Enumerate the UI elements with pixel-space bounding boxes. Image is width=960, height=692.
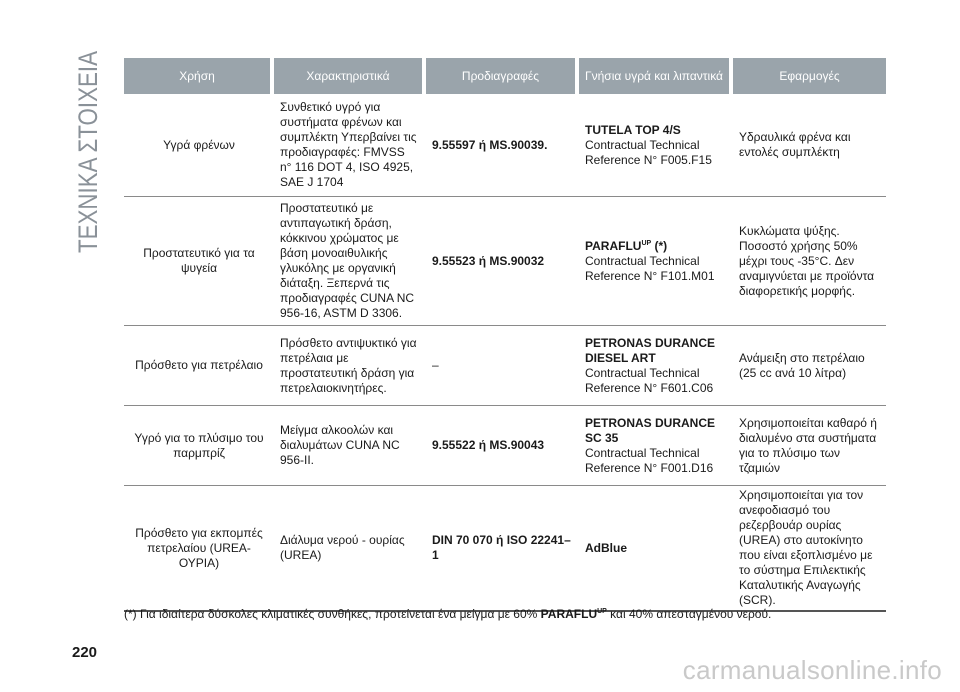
footnote-brand-superscript: UP — [597, 608, 607, 615]
table-header-row — [124, 58, 886, 94]
fluid-name — [585, 239, 725, 254]
cell-applications: Κυκλώματα ψύξης. Ποσοστό χρήσης 50% μέχρι τους -35°C. Δεν αναμιγνύεται με προϊόντα διαφορετικής μορφής. — [731, 197, 886, 326]
fluid-line-1: Contractual Technical — [585, 137, 700, 152]
cell-use: Υγρά φρένων — [124, 94, 272, 197]
table-row — [124, 94, 886, 197]
fluid-name-text: PETRONAS DURANCE SC 35 — [585, 415, 716, 445]
side-section-title-text: ΤΕΧΝΙΚΑ ΣΤΟΙΧΕΙΑ — [73, 48, 102, 253]
side-section-title — [72, 48, 102, 258]
cell-applications: Υδραυλικά φρένα και εντολές συμπλέκτη — [731, 94, 886, 197]
fluid-name — [585, 416, 725, 446]
side-section-title-svg — [72, 48, 102, 258]
cell-applications: Χρησιμοποιείται καθαρό ή διαλυμένο στα συστήματα για το πλύσιμο των τζαμιών — [731, 406, 886, 486]
fluid-line-2: Reference N° F005.F15 — [585, 152, 712, 167]
cell-characteristics: Μείγμα αλκοολών και διαλυμάτων CUNA NC 956-II. — [272, 406, 424, 486]
cell-use: Υγρό για το πλύσιμο του παρμπρίζ — [124, 406, 272, 486]
fluid-name — [585, 336, 725, 366]
cell-spec: 9.55597 ή MS.90039. — [424, 94, 577, 197]
cell-characteristics: Προστατευτικό με αντιπαγωτική δράση, κόκκινου χρώματος με βάση μονοαιθυλικής γλυκόλης με οργανική διάταξη. Ξεπερνά τις προδιαγραφές CUNA NC 956-16, ASTM D 3306. — [272, 197, 424, 326]
footnote-text-before: (*) Για ιδιαίτερα δύσκολες κλιματικές συνθήκες, προτείνεται ένα μείγμα με 60% — [124, 607, 541, 621]
watermark-text: carmanualsonline.info — [682, 655, 942, 685]
cell-spec: 9.55522 ή MS.90043 — [424, 406, 577, 486]
fluid-name — [585, 123, 725, 138]
cell-fluid — [577, 197, 731, 326]
fluid-name-text: TUTELA TOP 4/S — [585, 122, 681, 137]
fluid-name-footnote-mark: (*) — [651, 238, 668, 253]
fluid-line-2: Reference N° F101.M01 — [585, 268, 715, 283]
fluids-spec-table — [124, 58, 886, 612]
fluid-name-text: AdBlue — [585, 540, 627, 555]
cell-spec: – — [424, 326, 577, 406]
cell-use: Προστατευτικό για τα ψυγεία — [124, 197, 272, 326]
header-genuine-fluids: Γνήσια υγρά και λιπαντικά — [577, 58, 731, 94]
fluid-line-1: Contractual Technical — [585, 445, 700, 460]
table-row — [124, 406, 886, 486]
cell-applications: Χρησιμοποιείται για τον ανεφοδιασμό του ρεζερβουάρ ουρίας (UREA) στο αυτοκίνητο που είναι εξοπλισμένο με το σύστημα Επιλεκτικής Καταλυτικής Αναγωγής (SCR). — [731, 486, 886, 612]
cell-characteristics: Διάλυμα νερού - ουρίας (UREA) — [272, 486, 424, 612]
table-row — [124, 326, 886, 406]
header-specifications: Προδιαγραφές — [424, 58, 577, 94]
cell-spec: DIN 70 070 ή ISO 22241–1 — [424, 486, 577, 612]
cell-spec: 9.55523 ή MS.90032 — [424, 197, 577, 326]
fluid-name-superscript: UP — [641, 239, 652, 247]
fluid-line-2: Reference N° F601.C06 — [585, 380, 714, 395]
fluid-line-1: Contractual Technical — [585, 365, 700, 380]
cell-fluid — [577, 486, 731, 612]
cell-fluid — [577, 326, 731, 406]
fluid-name-text: PARAFLU — [585, 238, 642, 253]
footnote-text-after: και 40% απεσταγμένου νερού. — [606, 607, 772, 621]
footnote-brand-name: PARAFLU — [540, 607, 598, 621]
cell-use: Πρόσθετο για εκπομπές πετρελαίου (UREA-ΟΥΡΙΑ) — [124, 486, 272, 612]
page-number: 220 — [72, 644, 98, 661]
fluid-name — [585, 541, 725, 556]
cell-characteristics: Συνθετικό υγρό για συστήματα φρένων και συμπλέκτη Υπερβαίνει τις προδιαγραφές: FMVSS n° 116 DOT 4, ISO 4925, SAE J 1704 — [272, 94, 424, 197]
cell-use: Πρόσθετο για πετρέλαιο — [124, 326, 272, 406]
table-row — [124, 197, 886, 326]
fluid-line-1: Contractual Technical — [585, 253, 700, 268]
cell-applications: Ανάμειξη στο πετρέλαιο (25 cc ανά 10 λίτρα) — [731, 326, 886, 406]
cell-fluid — [577, 94, 731, 197]
cell-characteristics: Πρόσθετο αντιψυκτικό για πετρέλαια με προστατευτική δράση για πετρελαιοκινητήρες. — [272, 326, 424, 406]
table-footnote — [124, 607, 886, 622]
header-applications: Εφαρμογές — [731, 58, 886, 94]
header-characteristics: Χαρακτηριστικά — [272, 58, 424, 94]
table-row — [124, 486, 886, 612]
fluid-line-2: Reference N° F001.D16 — [585, 460, 714, 475]
fluid-name-text: PETRONAS DURANCE DIESEL ART — [585, 335, 716, 365]
header-use: Χρήση — [124, 58, 272, 94]
cell-fluid — [577, 406, 731, 486]
footnote-brand — [541, 607, 607, 621]
